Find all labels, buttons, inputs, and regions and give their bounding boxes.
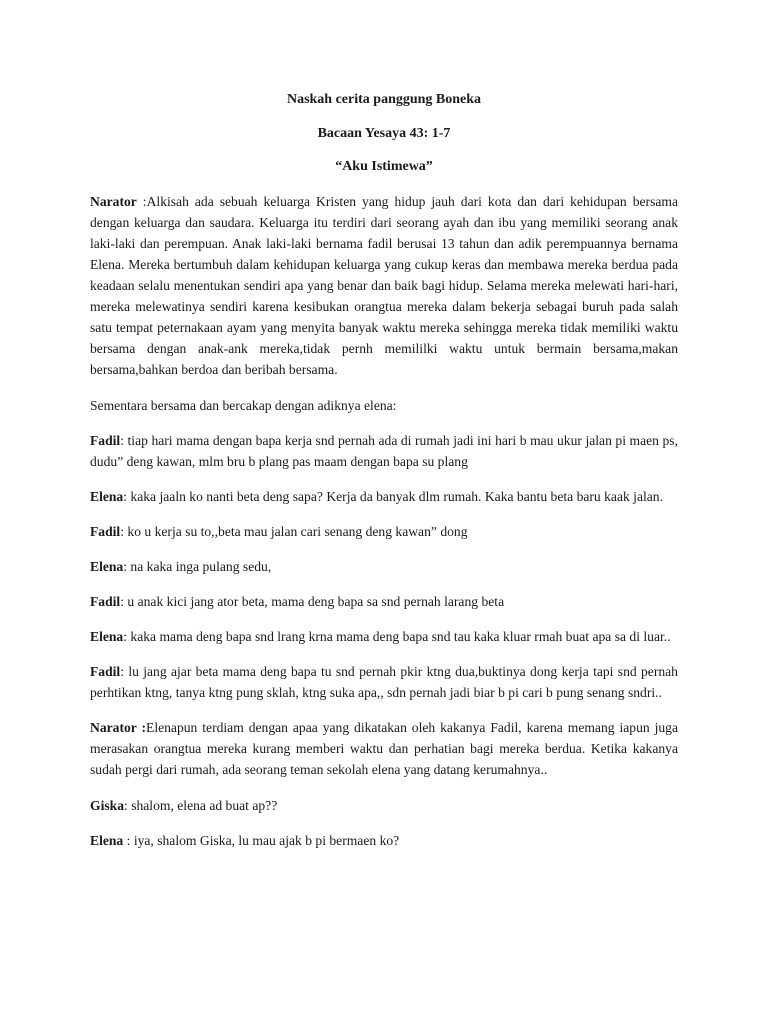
- speaker-separator: :: [123, 833, 134, 848]
- dialogue-text: ko u kerja su to,,beta mau jalan cari senang deng kawan” dong: [127, 524, 468, 539]
- speaker-label: Elena: [90, 833, 124, 848]
- dialogue-text: shalom, elena ad buat ap??: [131, 798, 278, 813]
- paragraph-narrator-intro: [90, 191, 678, 380]
- speaker-separator: :: [136, 194, 147, 209]
- dialogue-line: [90, 591, 678, 612]
- speaker-separator: :: [120, 433, 128, 448]
- dialogue-text: tiap hari mama dengan bapa kerja snd pernah ada di rumah jadi ini hari b mau ukur jalan pi maen ps, dudu” deng kawan, mlm bru b plang pas maam dengan bapa su plang: [90, 433, 678, 469]
- speaker-label: Fadil: [90, 524, 121, 539]
- dialogue-text: kaka mama deng bapa snd lrang krna mama deng bapa snd tau kaka kluar rmah buat apa sa di luar..: [130, 629, 671, 644]
- dialogue-text: u anak kici jang ator beta, mama deng bapa sa snd pernah larang beta: [127, 594, 505, 609]
- dialogue-text: iya, shalom Giska, lu mau ajak b pi bermaen ko?: [133, 833, 400, 848]
- dialogue-text: na kaka inga pulang sedu,: [130, 559, 272, 574]
- dialogue-text: kaka jaaln ko nanti beta deng sapa? Kerja da banyak dlm rumah. Kaka bantu beta baru kaak jalan.: [130, 489, 664, 504]
- speaker-separator: :: [120, 594, 128, 609]
- speaker-label: Giska: [90, 798, 124, 813]
- speaker-label: Narator :: [90, 720, 147, 735]
- paragraph-text: Alkisah ada sebuah keluarga Kristen yang hidup jauh dari kota dan dari kehidupan bersama dengan keluarga dan saudara. Keluarga itu terdiri dari seorang ayah dan ibu yang memiliki seorang anak laki-laki dan perempuan. Anak laki-laki bernama fadil berusai 13 tahun dan adik perempuannya bernama Elena. Mereka bertumbuh dalam kehidupan keluarga yang cukup keras dan membawa mereka berdua pada keadaan selalu menentukan sendiri apa yang benar dan baik bagi hidup. Selama mereka melewati hari-hari, mereka melewatinya sendiri karena kesibukan orangtua mereka dalam bekerja sebagai buruh pada salah satu tempat peternakaan ayam yang menyita banyak waktu mereka sehingga mereka tidak memiliki waktu bersama dengan anak-ank mereka,tidak pernh memililki waktu untuk bermain bersama,makan bersama,bahkan berdoa dan beribah bersama.: [90, 194, 678, 377]
- speaker-separator: :: [123, 629, 131, 644]
- dialogue-line: [90, 486, 678, 507]
- speaker-label: Fadil: [90, 594, 121, 609]
- document-page: [90, 92, 678, 865]
- dialogue-line: [90, 795, 678, 816]
- dialogue-line: [90, 830, 678, 851]
- speaker-label: Narator: [90, 194, 137, 209]
- speaker-label: Fadil: [90, 664, 121, 679]
- paragraph-text: Elenapun terdiam dengan apaa yang dikatakan oleh kakanya Fadil, karena memang iapun juga merasakan orangtua mereka kurang memberi waktu dan perhatian bagi mereka berdua. Ketika kakanya sudah pergi dari rumah, ada seorang teman sekolah elena yang datang kerumahnya..: [90, 720, 678, 777]
- dialogue-line: [90, 556, 678, 577]
- document-theme: “Aku Istimewa”: [335, 159, 433, 174]
- speaker-separator: :: [120, 524, 128, 539]
- speaker-label: Elena: [90, 559, 124, 574]
- speaker-label: Fadil: [90, 433, 121, 448]
- dialogue-line: [90, 626, 678, 647]
- speaker-separator: :: [124, 798, 132, 813]
- speaker-separator: :: [123, 489, 131, 504]
- speaker-label: Elena: [90, 489, 124, 504]
- speaker-separator: :: [120, 664, 129, 679]
- speaker-separator: :: [123, 559, 131, 574]
- dialogue-text: lu jang ajar beta mama deng bapa tu snd pernah pkir ktng dua,buktinya dong kerja tapi snd pernah perhtikan ktng, tanya ktng pung sklah, ktng suka apa,, sdn pernah jadi biar b pi cari b pung senang sndri..: [90, 664, 678, 700]
- document-title: Naskah cerita panggung Boneka: [286, 92, 482, 107]
- dialogue-line: [90, 521, 678, 542]
- dialogue-line: [90, 661, 678, 703]
- paragraph-text: Sementara bersama dan bercakap dengan adiknya elena:: [90, 398, 397, 413]
- document-subtitle: Bacaan Yesaya 43: 1-7: [317, 126, 451, 141]
- paragraph-narrator: [90, 717, 678, 780]
- speaker-label: Elena: [90, 629, 124, 644]
- dialogue-line: [90, 430, 678, 472]
- paragraph-stage-direction: [90, 395, 678, 416]
